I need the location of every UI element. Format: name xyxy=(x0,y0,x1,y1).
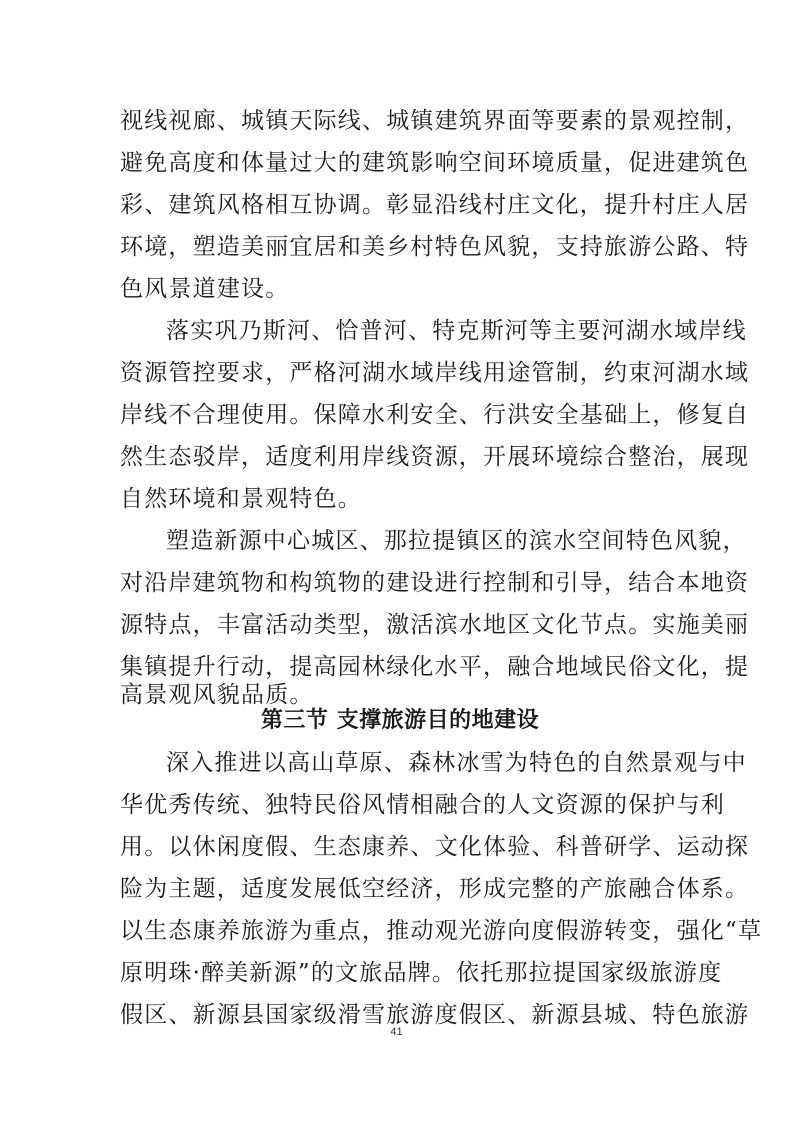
paragraph-4-line-1: 深入推进以高山草原、森林冰雪为特色的自然景观与中 xyxy=(166,750,747,776)
paragraph-2-line-2: 资源管控要求，严格河湖水域岸线用途管制，约束河湖水域 xyxy=(120,360,750,386)
paragraph-3-line-3: 源特点，丰富活动类型，激活滨水地区文化节点。实施美丽 xyxy=(120,612,750,638)
paragraph-1-line-4: 环境，塑造美丽宜居和美乡村特色风貌，支持旅游公路、特 xyxy=(120,234,750,260)
paragraph-1-line-3: 彩、建筑风格相互协调。彰显沿线村庄文化，提升村庄人居 xyxy=(120,192,750,218)
paragraph-4-line-6: 原明珠·醉美新源”的文旅品牌。依托那拉提国家级旅游度 xyxy=(120,960,723,986)
paragraph-3-line-4: 集镇提升行动，提高园林绿化水平，融合地域民俗文化，提 xyxy=(120,654,750,680)
paragraph-3-line-1: 塑造新源中心城区、那拉提镇区的滨水空间特色风貌， xyxy=(166,528,747,554)
paragraph-2-line-5: 自然环境和景观特色。 xyxy=(120,486,362,512)
page-number: 41 xyxy=(390,1026,403,1038)
paragraph-4-line-3: 用。以休闲度假、生态康养、文化体验、科普研学、运动探 xyxy=(120,834,750,860)
paragraph-3-line-5: 高景观风貌品质。 xyxy=(120,682,314,708)
paragraph-1-line-1: 视线视廊、城镇天际线、城镇建筑界面等要素的景观控制， xyxy=(120,108,750,134)
paragraph-4-line-5: 以生态康养旅游为重点，推动观光游向度假游转变，强化“草 xyxy=(120,918,763,944)
paragraph-2-line-3: 岸线不合理使用。保障水利安全、行洪安全基础上，修复自 xyxy=(120,402,750,428)
paragraph-4-line-2: 华优秀传统、独特民俗风情相融合的人文资源的保护与利 xyxy=(120,792,725,818)
paragraph-1-line-2: 避免高度和体量过大的建筑影响空间环境质量，促进建筑色 xyxy=(120,150,750,176)
paragraph-1-line-5: 色风景道建设。 xyxy=(120,276,290,302)
paragraph-4-line-7: 假区、新源县国家级滑雪旅游度假区、新源县城、特色旅游 xyxy=(120,1002,750,1028)
paragraph-3-line-2: 对沿岸建筑物和构筑物的建设进行控制和引导，结合本地资 xyxy=(120,570,750,596)
paragraph-4-line-4: 险为主题，适度发展低空经济，形成完整的产旅融合体系。 xyxy=(120,876,750,902)
paragraph-2-line-1: 落实巩乃斯河、恰普河、特克斯河等主要河湖水域岸线 xyxy=(166,318,747,344)
section-heading: 第三节 支撑旅游目的地建设 xyxy=(260,708,540,733)
paragraph-2-line-4: 然生态驳岸，适度利用岸线资源，开展环境综合整治，展现 xyxy=(120,444,750,470)
